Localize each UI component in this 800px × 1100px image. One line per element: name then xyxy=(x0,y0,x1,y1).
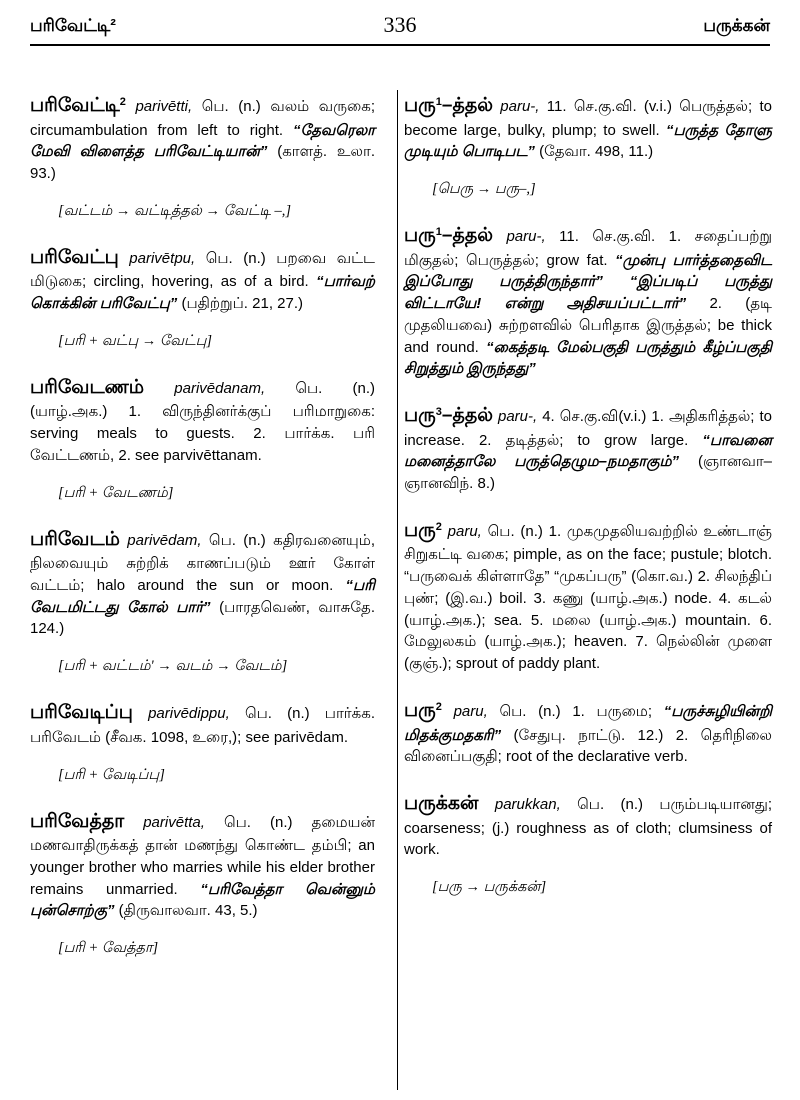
entry-definition: பெ. (n.) 1. முகமுதலியவற்றில் உண்டாஞ் சிறுகட்டி வகை; pimple, as on the face; pustule; blotch. “பருவைக் கிள்ளாதே” “முகப்பரு” (கொ.வ.) 2. சிலந்திப் புண்; (இ.வ.) boil. 3. கணு (யாழ்.அக.) node. 4. கடல் (யாழ்.அக.); sea. 5. மலை (யாழ்.அக.) mountain. 6. மேலுலகம் (யாழ்.அக.); heaven. 7. நெல்லின் முளை (குஞ்.); sprout of paddy plant. xyxy=(404,522,772,673)
dictionary-entry xyxy=(404,92,772,200)
entry-headword: பரிவேடணம் xyxy=(30,376,145,398)
dictionary-entry xyxy=(30,244,375,352)
entry-headword: பரிவேட்பு xyxy=(30,246,119,268)
entry-etymology: [பரி + வேடிப்பு] xyxy=(58,766,165,783)
entry-suffix: –த்தல் xyxy=(441,95,493,116)
entry-transliteration: parivēdanam, xyxy=(174,379,266,397)
entry-transliteration: paru, xyxy=(447,522,482,540)
entry-headword: பரிவேடம் xyxy=(30,528,120,550)
entry-definition: 11. செ.கு.வி. (v.i.) பெருத்தல்; to become large, bulky, plump; to swell. xyxy=(404,98,772,139)
entry-sup: 1 xyxy=(435,96,442,108)
entry-transliteration: paru-, xyxy=(500,98,540,115)
entry-headword: பரு xyxy=(404,225,436,247)
entry-sup: 2 xyxy=(435,700,442,713)
entry-source: (ஞானவா–ஞானவிந். 8.) xyxy=(404,453,772,493)
entry-definition: பெ. (n.) (யாழ்.அக.) 1. விருந்தினர்க்குப் பரிமாறுகை: serving meals to guests. 2. பார்க்க. பரி வேட்டணம், 2. see parvivēttanam. xyxy=(30,379,376,464)
entry-quote: “முன்பு பார்த்ததைவிட இப்போது பருத்திருந்தார்” “இப்படிப் பருத்து விட்டாயே! என்று அதிசயப்பட்டார்” xyxy=(404,251,772,313)
entry-suffix: –த்தல் xyxy=(441,405,493,427)
entry-definition-2: 2. (தடி முதலியவை) சுற்றளவில் பெரிதாக இருத்தல்; be thick and round. xyxy=(404,295,772,356)
entry-transliteration: parivētta, xyxy=(143,813,205,831)
entry-etymology: [பெரு → பரு–,] xyxy=(432,181,536,198)
entry-source: (தேவா. 498, 11.) xyxy=(539,143,654,161)
entry-definition: பெ. (n.) பார்க்க. பரிவேடம் (சீவக. 1098, உரை,); see parivēdam. xyxy=(30,705,375,746)
dictionary-entry xyxy=(404,402,772,495)
entry-definition: பெ. (n.) வலம் வருகை; circumambulation from left to right. xyxy=(30,98,376,139)
entry-etymology: [பரி + வட்பு → வேட்பு] xyxy=(58,332,213,349)
dictionary-entry xyxy=(404,697,772,768)
entry-source: (காளத். உலா. 93.) xyxy=(30,143,375,183)
entry-headword: பரு xyxy=(404,405,436,427)
entry-definition: பெ. (n.) பரும்படியானது; coarseness; (j.) roughness as of cloth; clumsiness of work. xyxy=(404,796,773,859)
entry-etymology: [பரி + வேத்தா] xyxy=(58,940,159,957)
page-number: 336 xyxy=(383,12,417,37)
entry-sup: 2 xyxy=(119,96,126,108)
dictionary-entry xyxy=(404,222,772,380)
entry-quote: “பருச்சுழியின்றி மிதக்குமதகரி” xyxy=(404,702,772,744)
entry-definition: 11. செ.கு.வி. 1. சதைப்பற்று மிகுதல்; பெருத்தல்; grow fat. xyxy=(404,228,773,269)
entry-quote: “பரி வேடமிட்டது கோல் பார்” xyxy=(30,576,375,616)
entry-quote: “பரிவேத்தா வென்னும் புன்சொற்கு” xyxy=(30,880,375,920)
entry-quote: “பருத்த தோளு முடியும் பொடிபட” xyxy=(404,121,772,161)
entry-source: (சேதுபு. நாட்டு. 12.) 2. தெரிநிலை வினைப்பகுதி; root of the declarative verb. xyxy=(404,726,772,766)
entry-transliteration: parivētpu, xyxy=(129,249,196,267)
entry-headword: பரு xyxy=(404,699,436,721)
right-column xyxy=(404,92,772,920)
entry-etymology: [பரு → பருக்கன்] xyxy=(432,879,547,896)
entry-definition: பெ. (n.) கதிரவனையும், நிலவையும் சுற்றிக் காணப்படும் ஊர் கோள் வட்டம்; halo around the sun or moon. xyxy=(30,531,375,594)
entry-transliteration: paru, xyxy=(453,702,488,720)
entry-transliteration: parivēdippu, xyxy=(148,705,230,723)
entry-sup: 2 xyxy=(435,520,442,533)
entry-transliteration: paru-, xyxy=(498,408,538,426)
entry-sup: 1 xyxy=(435,226,442,239)
header-left-guideword: பரிவேட்டி² xyxy=(30,16,116,35)
entry-quote: “தேவரெலா மேவி விளைத்த பரிவேட்டியான்” xyxy=(30,121,375,161)
entry-transliteration: parivēdam, xyxy=(127,531,202,549)
entry-source: (திருவாலவா. 43, 5.) xyxy=(118,902,258,920)
entry-transliteration: parukkan, xyxy=(494,796,561,813)
entry-headword: பரு xyxy=(404,95,436,116)
entry-transliteration: parivētti, xyxy=(135,98,193,115)
entry-transliteration: paru-, xyxy=(506,228,546,246)
dictionary-entry xyxy=(404,790,772,898)
entry-quote: “பாவனை மனைத்தாலே பருத்தெழும–நமதாகும்” xyxy=(404,431,773,471)
entry-definition: 4. செ.கு.வி(v.i.) 1. அதிகரித்தல்; to increase. 2. தடித்தல்; to grow large. xyxy=(404,408,773,449)
dictionary-entry xyxy=(30,808,375,960)
entry-quote-2: “கைத்தடி மேல்பகுதி பருத்தும் கீழ்ப்பகுதி சிறுத்தும் இருந்தது” xyxy=(404,338,773,378)
entry-headword: பரு xyxy=(404,519,436,541)
entry-headword: பரிவேடிப்பு xyxy=(30,702,133,724)
entry-definition: பெ. (n.) தமையன் மணவாதிருக்கத் தான் மணந்து கொண்ட தம்பி; an younger brother who marries while his elder brother remains unmarried. xyxy=(30,813,375,898)
entry-quote: “பார்வற் கொக்கின் பரிவேட்பு” xyxy=(30,273,376,313)
column-divider xyxy=(397,90,398,1090)
entry-source: (பதிற்றுப். 21, 27.) xyxy=(181,295,304,313)
entry-etymology: [வட்டம் → வட்டித்தல் → வேட்டி –,] xyxy=(58,202,292,219)
dictionary-entry xyxy=(30,699,375,785)
entry-headword: பரிவேட்டி xyxy=(30,95,120,116)
entry-suffix: –த்தல் xyxy=(441,225,493,247)
page-header xyxy=(30,10,770,46)
dictionary-entry xyxy=(30,92,375,222)
header-right-guideword: பருக்கன் xyxy=(703,16,770,35)
entry-etymology: [பரி + வேடணம்] xyxy=(58,484,174,501)
dictionary-entry xyxy=(30,526,375,678)
entry-headword: பருக்கன் xyxy=(404,793,479,814)
entry-etymology: [பரி + வட்டம்' → வடம் → வேடம்] xyxy=(58,658,288,675)
entry-sup: 3 xyxy=(435,406,442,419)
entry-source: (பாரதவெண், வாசுதே. 124.) xyxy=(30,598,375,638)
left-column xyxy=(30,92,375,981)
dictionary-entry xyxy=(30,374,375,504)
dictionary-entry xyxy=(404,517,772,675)
entry-headword: பரிவேத்தா xyxy=(30,810,125,832)
entry-definition: பெ. (n.) பறவை வட்ட மிடுகை; circling, hovering, as of a bird. xyxy=(30,249,375,291)
entry-definition: பெ. (n.) 1. பருமை; xyxy=(499,702,653,720)
